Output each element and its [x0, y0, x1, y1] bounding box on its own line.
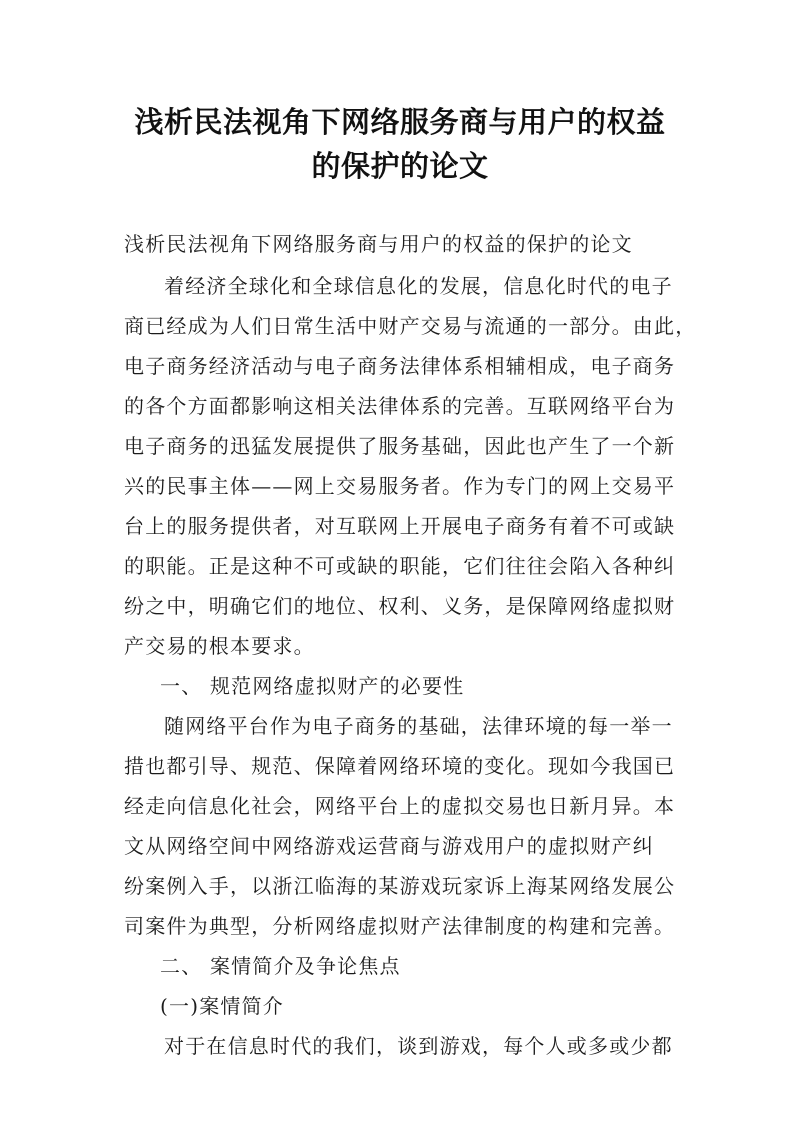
paragraph-1-line-3: 电子商务经济活动与电子商务法律体系相辅相成，电子商务 [124, 354, 676, 378]
paragraph-1-line-9: 纷之中，明确它们的地位、权利、义务，是保障网络虚拟财 [124, 594, 676, 618]
document-title-line-2: 的保护的论文 [311, 149, 489, 183]
section-heading-1: 一、 规范网络虚拟财产的必要性 [160, 674, 465, 698]
paragraph-1-line-5: 电子商务的迅猛发展提供了服务基础，因此也产生了一个新 [124, 434, 676, 458]
paragraph-1-line-1: 着经济全球化和全球信息化的发展，信息化时代的电子 [164, 274, 673, 298]
paragraph-1-line-8: 的职能。正是这种不可或缺的职能，它们往往会陷入各种纠 [124, 554, 676, 578]
document-subtitle: 浅析民法视角下网络服务商与用户的权益的保护的论文 [124, 232, 633, 256]
paragraph-2-line-4: 文从网络空间中网络游戏运营商与游戏用户的虚拟财产纠 [124, 834, 654, 858]
paragraph-2-line-2: 措也都引导、规范、保障着网络环境的变化。现如今我国已 [124, 754, 676, 778]
paragraph-1-line-6: 兴的民事主体——网上交易服务者。作为专门的网上交易平 [124, 474, 676, 498]
paragraph-1-line-4: 的各个方面都影响这相关法律体系的完善。互联网络平台为 [124, 394, 676, 418]
paragraph-2-line-5: 纷案例入手，以浙江临海的某游戏玩家诉上海某网络发展公 [124, 874, 676, 898]
subsection-heading-1: (一)案情简介 [160, 994, 285, 1018]
paragraph-1-line-7: 台上的服务提供者，对互联网上开展电子商务有着不可或缺 [124, 514, 676, 538]
paragraph-2-line-6: 司案件为典型，分析网络虚拟财产法律制度的构建和完善。 [124, 914, 676, 938]
paragraph-1-line-10: 产交易的根本要求。 [124, 634, 315, 658]
paragraph-1-line-2: 商已经成为人们日常生活中财产交易与流通的一部分。由此， [124, 314, 697, 338]
paragraph-2-line-3: 经走向信息化社会，网络平台上的虚拟交易也日新月异。本 [124, 794, 676, 818]
paragraph-3-line-1: 对于在信息时代的我们，谈到游戏，每个人或多或少都 [164, 1034, 673, 1058]
document-title-line-1: 浅析民法视角下网络服务商与用户的权益 [134, 105, 666, 139]
paragraph-2-line-1: 随网络平台作为电子商务的基础，法律环境的每一举一 [164, 714, 673, 738]
section-heading-2: 二、 案情简介及争论焦点 [160, 954, 401, 978]
